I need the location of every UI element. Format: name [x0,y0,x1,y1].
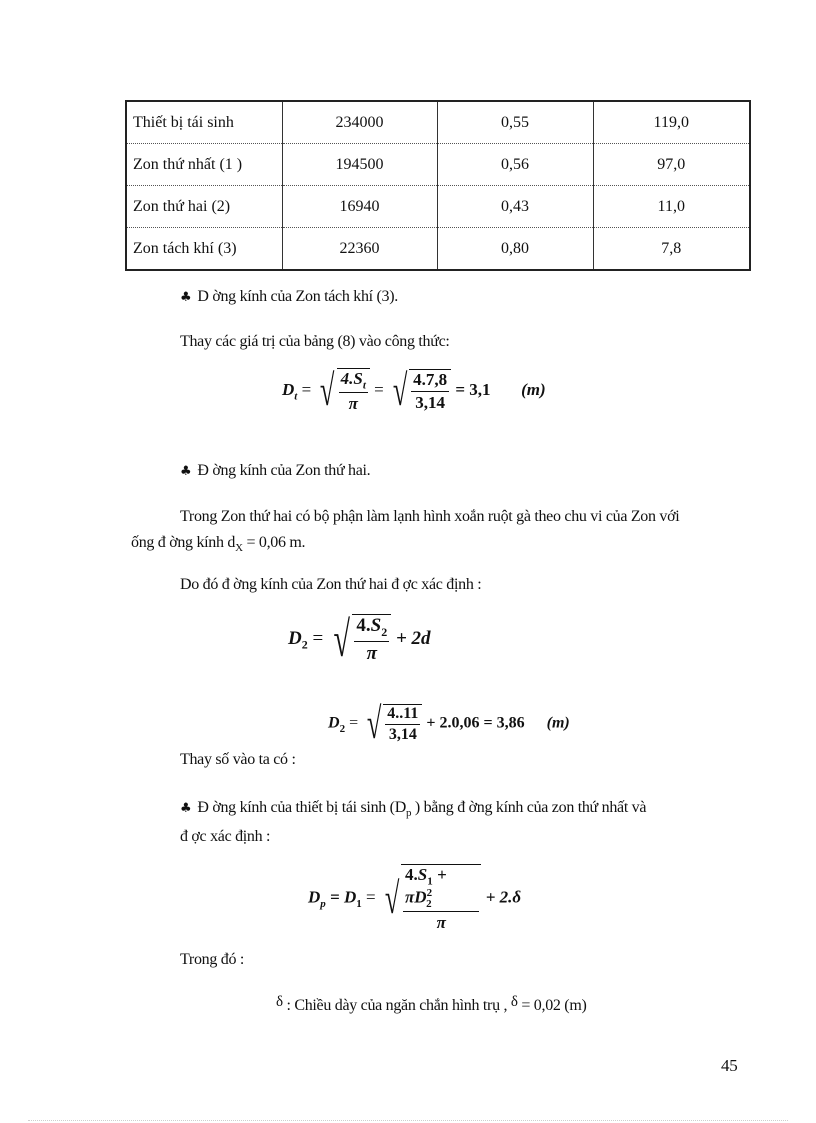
row-value-1: 22360 [282,228,437,271]
table-row [126,186,750,228]
row-value-1: 194500 [282,144,437,186]
club-icon: ♣ [180,801,192,816]
bullet-paragraph-zon-2: ♣ Đ ờng kính của Zon thứ hai. [180,462,371,479]
bullet-paragraph-regenerator: ♣ Đ ờng kính của thiết bị tái $\sinh (D_p$ ) bằng đ ờng kính của zon thứ nhất và [180,799,647,820]
row-value-3: 7,8 [593,228,750,271]
formula-dt: $D_t$ = √ $\frac{4.S_t}{\pi}$ = √ $\frac{4.7,8}{3,14}$ = 3,1 (m) [282,366,546,416]
paragraph-substitute: Thay các giá trị của bảng (8) vào công thức: [180,333,450,350]
row-value-2: 0,43 [437,186,593,228]
data-table [125,100,751,271]
club-icon: ♣ [180,464,192,479]
row-value-1: 234000 [282,101,437,144]
paragraph-delta-definition: δ : Chiều dày của ngăn chắn hình trụ , δ = 0,02 (m) [276,994,587,1014]
row-name: Zon thứ nhất (1 ) [126,144,282,186]
row-value-2: 0,55 [437,101,593,144]
paragraph-cooling-line-2: ống đ ờng kính $d_X = 0,06$ m. [131,534,306,555]
row-value-3: 119,0 [593,101,750,144]
paragraph-therefore: Do đó đ ờng kính của Zon thứ hai đ ợc xác định : [180,576,482,593]
formula-dp: $D_p = D_1$ = √ $\frac{4.S_1 + \pi D^2_2}{\pi}$ + 2.δ [308,865,522,933]
formula-d2-general: $D_2$ = √ $\frac{4.S_2}{\pi}$ + 2d [288,611,431,668]
footer-divider [28,1120,788,1121]
club-icon: ♣ [180,290,192,305]
table-row [126,101,750,144]
page-number: 45 [721,1056,738,1075]
row-value-3: 11,0 [593,186,750,228]
table-row [126,144,750,186]
paragraph-determined: đ ợc xác định : [180,828,271,845]
row-value-2: 0,56 [437,144,593,186]
row-name: Zon thứ hai (2) [126,186,282,228]
paragraph-substitute-numbers: Thay số vào ta có : [180,751,296,768]
table-row [126,228,750,271]
bullet-paragraph-zon-3: ♣ D ờng kính của Zon tách khí (3). [180,288,398,305]
row-name: Zon tách khí (3) [126,228,282,271]
paragraph-where: Trong đó : [180,951,244,968]
row-value-3: 97,0 [593,144,750,186]
row-value-2: 0,80 [437,228,593,271]
row-name: Thiết bị tái sinh [126,101,282,144]
paragraph-cooling-line-1: Trong Zon thứ hai có bộ phận làm lạnh hình xoắn ruột gà theo chu vi của Zon với [180,508,680,525]
row-value-1: 16940 [282,186,437,228]
formula-d2-value: $D_2$ = √ $\frac{4..11}{3,14}$ + 2.0,06 = 3,86 (m) [328,699,570,748]
